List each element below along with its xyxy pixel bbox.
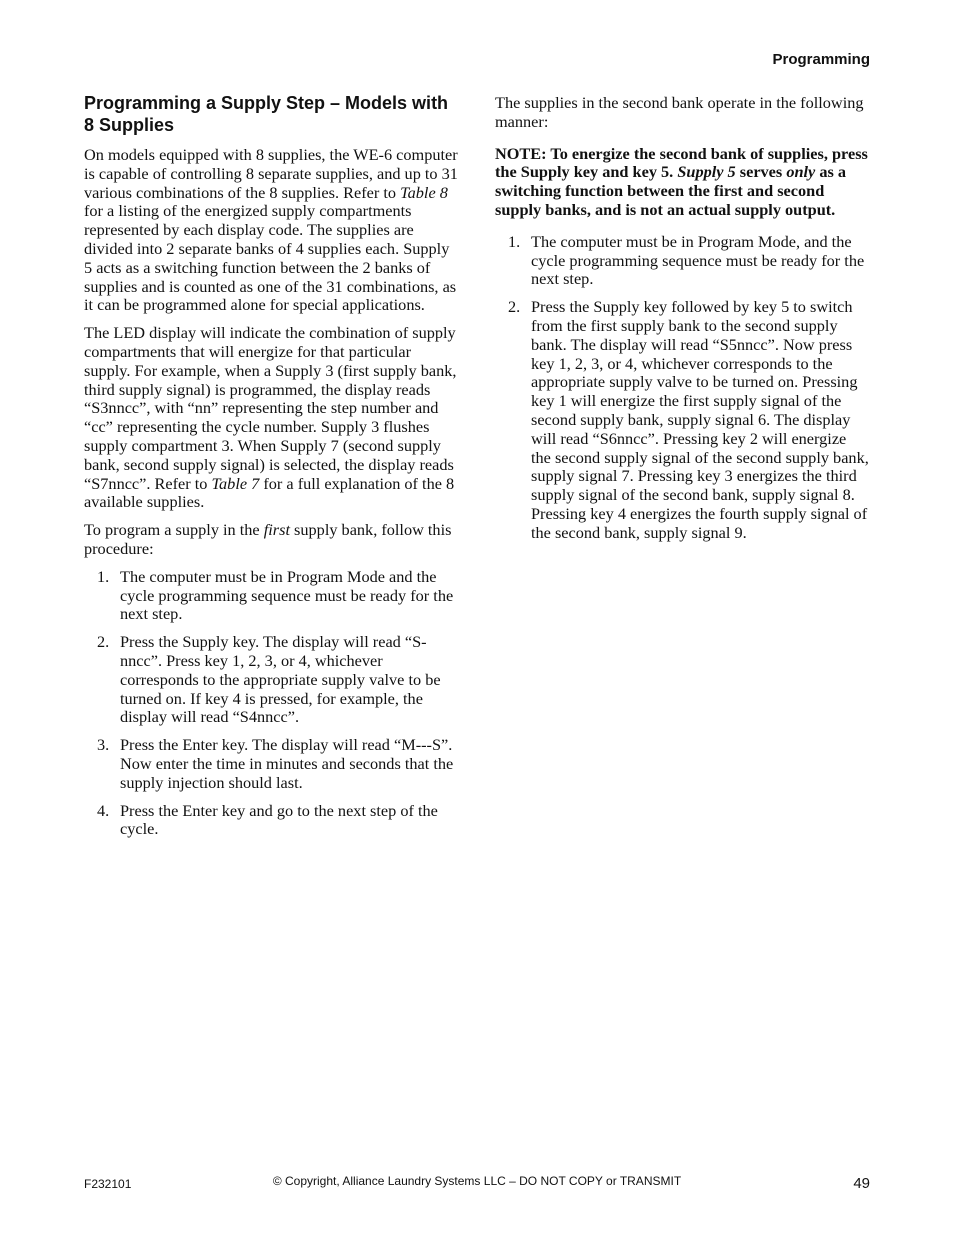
paragraph-second-bank-intro: The supplies in the second bank operate in the following manner: [495, 93, 864, 131]
page-number: 49 [853, 1175, 870, 1192]
document-id: F232101 [84, 1177, 132, 1191]
paragraph-led-display: The LED display will indicate the combination of supply compartments that will energize for that particular supply. For example, when a Supply 3 (first supply bank, third supply signal) is programmed, the display reads “S3nncc”, with “nn” representing the step number and “cc” representing the cycle number. Supply 3 flushes supply compartment 3. When Supply 7 (second supply bank, second supply signal) is selected, the display reads “S7nncc”. Refer to Table 7 for a full explanation of the 8 available supplies. [84, 323, 457, 512]
left-column [84, 92, 458, 848]
running-header: Programming [772, 51, 870, 68]
list-item: 2. Press the Supply key followed by key 5 to switch from the first supply bank to the second supply bank. The display will read “S5nncc”. Now press key 1, 2, 3, or 4, whichever corresponds to the appropriate supply valve to be turned on. Pressing key 1 will energize the first supply signal of the second supply bank, supply signal 6. The display will read “S6nncc”. Pressing key 2 will energize the second supply signal of the second supply bank, supply signal 7. Pressing key 3 energizes the third supply signal of the second bank, supply signal 8. Pressing key 4 energizes the fourth supply signal of the second bank, supply signal 9. [508, 297, 869, 542]
table-8-reference: Table 8 [400, 182, 448, 202]
list-item: 1. The computer must be in Program Mode, and the cycle programming sequence must be ready for the next step. [508, 231, 865, 289]
paragraph-first-bank-procedure: To program a supply in the first supply bank, follow this procedure: [84, 520, 452, 558]
section-heading: Programming a Supply Step – Models with 8 Supplies [84, 93, 449, 135]
note-block: NOTE: To energize the second bank of supplies, press the Supply key and key 5. Supply 5 serves only as a switching function between the first and second supply banks, and is not an actual supply output. [495, 143, 868, 219]
table-7-reference: Table 7 [211, 473, 260, 493]
list-item: 2. Press the Supply key. The display will read “S-nncc”. Press key 1, 2, 3, or 4, whichever corresponds to the appropriate supply valve to be turned on. If key 4 is pressed, for example, the display will read “S4nncc”. [97, 632, 441, 727]
paragraph-intro: On models equipped with 8 supplies, the WE-6 computer is capable of controlling 8 separate supplies, and up to 31 various combinations of the 8 supplies. Refer to Table 8 for a listing of the energized supply compartments represented by each display code. The supplies are divided into 2 separate banks of 4 supplies each. Supply 5 acts as a switching function between the 2 banks of supplies and is counted as one of the 31 combinations, as it can be programmed alone for special applications. [84, 145, 458, 315]
list-item: 1. The computer must be in Program Mode and the cycle programming sequence must be ready for the next step. [97, 566, 454, 624]
list-item: 3. Press the Enter key. The display will read “M---S”. Now enter the time in minutes and seconds that the supply injection should last. [97, 735, 454, 792]
copyright-notice: © Copyright, Alliance Laundry Systems LLC – DO NOT COPY or TRANSMIT [272, 1174, 682, 1188]
second-bank-steps [495, 233, 869, 543]
first-bank-steps [84, 568, 458, 839]
list-item: 4. Press the Enter key and go to the next step of the cycle. [97, 800, 438, 839]
right-column [495, 94, 869, 552]
